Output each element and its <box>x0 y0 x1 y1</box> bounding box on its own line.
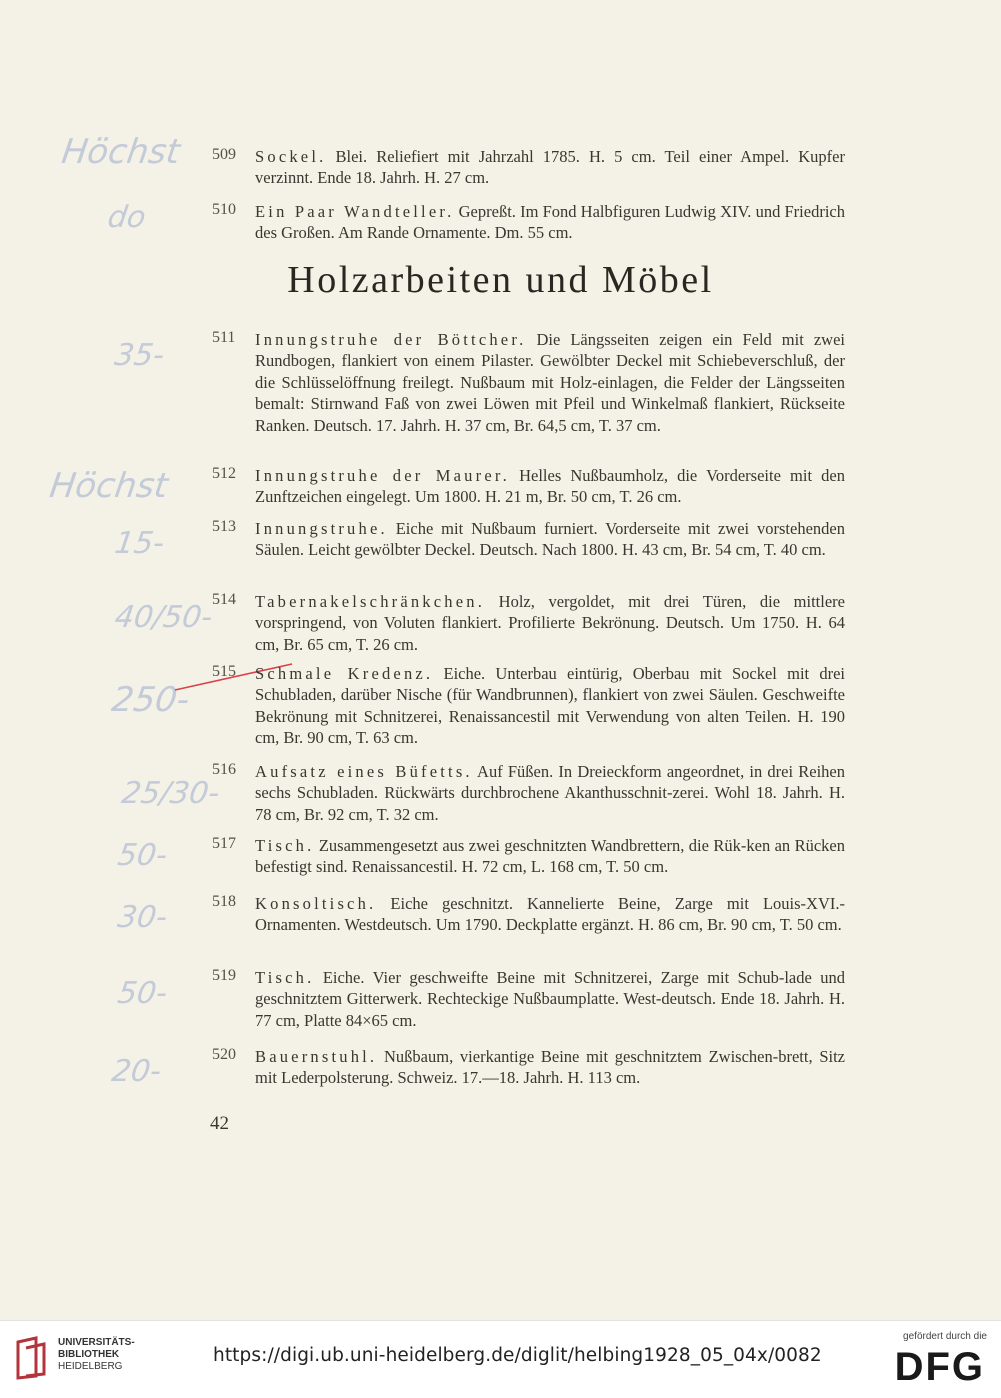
margin-annotation: Höchst <box>59 132 183 172</box>
entry-description: Eiche mit Nußbaum furniert. Vorderseite mit zwei vorstehenden Säulen. Leicht gewölbter Deckel. Deutsch. Nach 1800. H. 43 cm, Br. 54 cm, T. 40 cm. <box>255 519 845 560</box>
margin-annotation: 250- <box>109 680 192 720</box>
entry-text <box>255 201 845 244</box>
margin-annotation: 40/50- <box>112 600 215 635</box>
margin-annotation: 20- <box>109 1054 164 1089</box>
entry-text <box>255 146 845 189</box>
library-name-line: UNIVERSITÄTS- <box>58 1337 135 1348</box>
entry-title: Innungstruhe der Maurer. <box>255 466 510 485</box>
entry-description: Eiche. Vier geschweifte Beine mit Schnitzerei, Zarge mit Schub-lade und geschnitztem Gitterwerk. Rechteckige Nußbaumplatte. West-deutsch. Ende 18. Jahrh. H. 77 cm, Platte 84×65 cm. <box>255 968 845 1030</box>
entry-text <box>255 663 845 749</box>
entry-description: Eiche. Unterbau eintürig, Oberbau mit Sockel mit drei Schubladen, darüber Nische (für Wandbrunnen), flankiert von zwei Säulen. Geschweifte Bekrönung mit Schnitzerei, Renaissancestil mit Verwendung von alten Teilen. H. 190 cm, Br. 90 cm, T. 63 cm. <box>255 664 845 748</box>
university-library-logo-icon[interactable] <box>14 1336 48 1380</box>
entry-text <box>255 835 845 878</box>
margin-annotation: do <box>105 200 148 235</box>
entry-description: Blei. Reliefiert mit Jahrzahl 1785. H. 5 cm. Teil einer Ampel. Kupfer verzinnt. Ende 18. Jahrh. H. 27 cm. <box>255 147 845 188</box>
library-name-line: BIBLIOTHEK <box>58 1349 120 1360</box>
entry-number: 509 <box>212 146 236 163</box>
entry-number: 512 <box>212 465 236 482</box>
library-name[interactable] <box>58 1337 135 1373</box>
entry-title: Sockel. <box>255 147 327 166</box>
entry-number: 511 <box>212 329 236 346</box>
entry-text <box>255 761 845 825</box>
entry-number: 513 <box>212 518 236 535</box>
entry-number: 519 <box>212 967 236 984</box>
margin-annotation: 50- <box>115 838 170 873</box>
margin-annotation: 25/30- <box>119 776 222 811</box>
entry-title: Aufsatz eines Büfetts. <box>255 762 473 781</box>
entry-description: Gepreßt. Im Fond Halbfiguren Ludwig XIV. und Friedrich des Großen. Am Rande Ornamente. Dm. 55 cm. <box>255 202 845 243</box>
library-name-line: HEIDELBERG <box>58 1361 123 1372</box>
entry-number: 518 <box>212 893 236 910</box>
dfg-logo[interactable]: DFG <box>894 1345 985 1389</box>
entry-description: Eiche geschnitzt. Kannelierte Beine, Zarge mit Louis-XVI.-Ornamenten. Westdeutsch. Um 1790. Deckplatte ergänzt. H. 86 cm, Br. 90 cm, T. 50 cm. <box>255 894 845 935</box>
margin-annotation: 30- <box>115 900 170 935</box>
margin-annotation: 15- <box>112 526 167 561</box>
entry-number: 515 <box>212 663 236 680</box>
entry-description: Helles Nußbaumholz, die Vorderseite mit den Zunftzeichen eingelegt. Um 1800. H. 21 m, Br. 50 cm, T. 26 cm. <box>255 466 845 507</box>
entry-text <box>255 329 845 436</box>
digitization-footer <box>0 1320 1001 1398</box>
entry-description: Holz, vergoldet, mit drei Türen, die mittlere vorspringend, von Voluten flankiert. Profilierte Bekrönung. Deutsch. Um 1750. H. 64 cm, Br. 65 cm, T. 26 cm. <box>255 592 845 654</box>
funding-caption: gefördert durch die <box>903 1331 987 1342</box>
page-number: 42 <box>210 1113 229 1134</box>
entry-number: 520 <box>212 1046 236 1063</box>
margin-annotation: 50- <box>115 976 170 1011</box>
entry-description: Zusammengesetzt aus zwei geschnitzten Wandbrettern, die Rük-ken an Rücken befestigt sind. Renaissancestil. H. 72 cm, L. 168 cm, T. 50 cm. <box>255 836 845 877</box>
margin-annotation: Höchst <box>47 466 171 506</box>
entry-text <box>255 465 845 508</box>
entry-title: Tisch. <box>255 836 315 855</box>
entry-description: Die Längsseiten zeigen ein Feld mit zwei Rundbogen, flankiert von einem Pilaster. Gewölbter Deckel mit Schiebeverschluß, der die Schlüsselöffnung freilegt. Nußbaum mit Holz-einlagen, die Felder der Längsseiten bemalt: Stirnwand Faß von zwei Löwen mit Pfeil und Winkelmaß flankiert, Rückseite Ranken. Deutsch. 17. Jahrh. H. 37 cm, Br. 64,5 cm, T. 37 cm. <box>255 330 845 435</box>
entry-text <box>255 1046 845 1089</box>
entry-number: 516 <box>212 761 236 778</box>
entry-title: Innungstruhe der Böttcher. <box>255 330 527 349</box>
section-heading: Holzarbeiten und Möbel <box>287 259 714 301</box>
permalink-url[interactable]: https://digi.ub.uni-heidelberg.de/diglit/helbing1928_05_04x/0082 <box>213 1345 822 1366</box>
entry-title: Konsoltisch. <box>255 894 377 913</box>
entry-text <box>255 518 845 561</box>
entry-title: Schmale Kredenz. <box>255 664 434 683</box>
entry-title: Tisch. <box>255 968 315 987</box>
entry-description: Nußbaum, vierkantige Beine mit geschnitztem Zwischen-brett, Sitz mit Lederpolsterung. Schweiz. 17.—18. Jahrh. H. 113 cm. <box>255 1047 845 1088</box>
entry-text <box>255 591 845 655</box>
entry-description: Auf Füßen. In Dreieckform angeordnet, in drei Reihen sechs Schubladen. Rückwärts durchbrochene Akanthusschnit-zerei. Wohl 18. Jahrh. H. 78 cm, Br. 92 cm, T. 32 cm. <box>255 762 845 824</box>
margin-annotation: 35- <box>112 338 167 373</box>
entry-number: 517 <box>212 835 236 852</box>
entry-title: Innungstruhe. <box>255 519 388 538</box>
entry-text <box>255 893 845 936</box>
entry-title: Ein Paar Wandteller. <box>255 202 455 221</box>
entry-title: Bauernstuhl. <box>255 1047 378 1066</box>
entry-number: 510 <box>212 201 236 218</box>
entry-number: 514 <box>212 591 236 608</box>
entry-text <box>255 967 845 1031</box>
entry-title: Tabernakelschränkchen. <box>255 592 486 611</box>
